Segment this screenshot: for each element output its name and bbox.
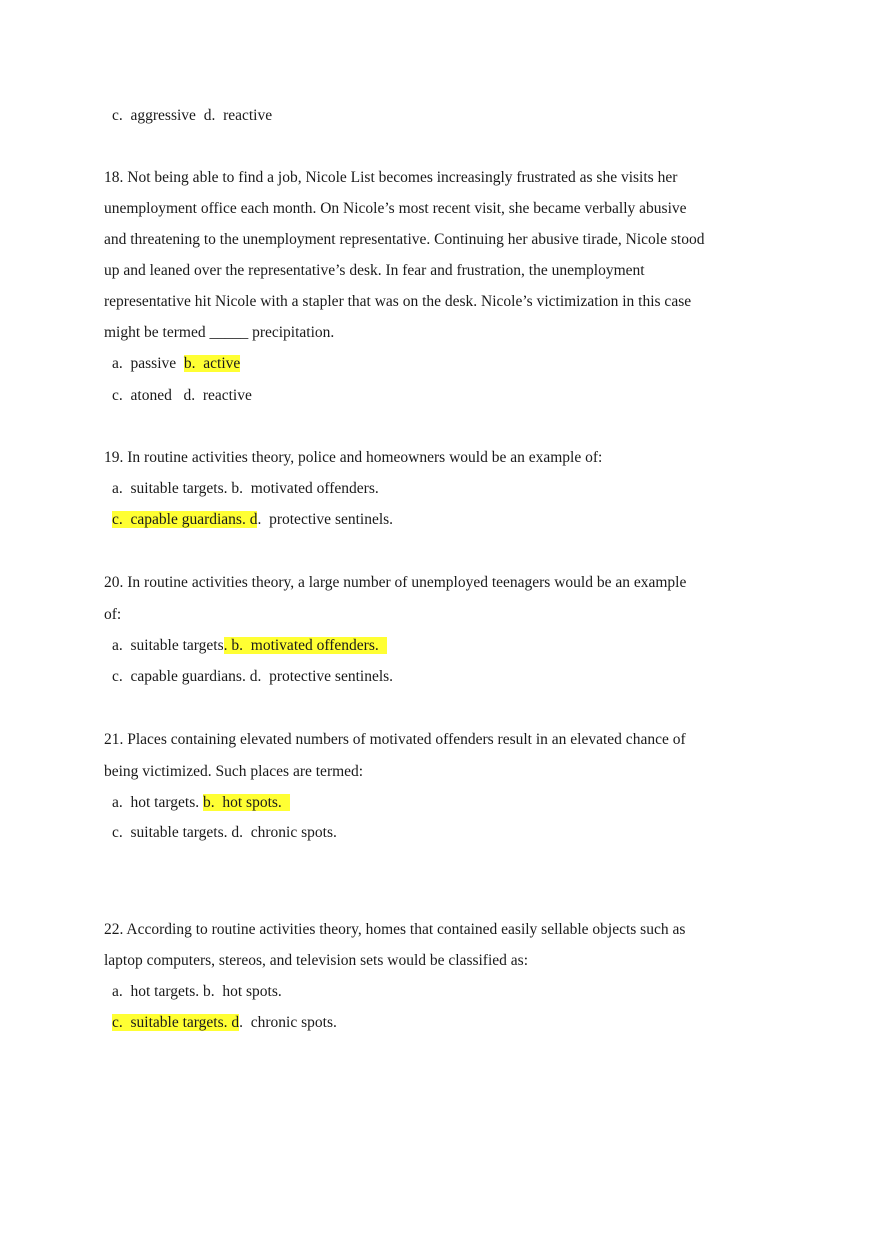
q21-stem-line: being victimized. Such places are termed: [104,763,364,780]
q19-options-cd [112,510,393,530]
q18-options-cd [112,386,252,406]
q22-options-ab: a. hot targets. b. hot spots. [112,983,282,1000]
q19-option-c-answer: c. capable guardians. d [112,511,258,528]
q18-stem-line: and threatening to the unemployment representative. Continuing her abusive tirade, Nicole stood [104,231,705,248]
q18-stem-line: up and leaned over the representative’s desk. In fear and frustration, the unemployment [104,262,645,279]
q18-options-ab [112,354,240,374]
q20-options-ab [112,636,387,656]
q20-stem-line: 20. In routine activities theory, a large number of unemployed teenagers would be an example [104,574,687,591]
q18-option-d: d. reactive [183,387,252,404]
q18-stem-line: might be termed _____ precipitation. [104,324,335,341]
q19-options-ab [112,479,379,499]
q20-stem-line: of: [104,606,122,623]
q19-option-b: b. motivated offenders. [231,480,379,497]
q22-stem-line: 22. According to routine activities theory, homes that contained easily sellable objects such as [104,921,686,938]
q18-stem-line: 18. Not being able to find a job, Nicole List becomes increasingly frustrated as she visits her [104,169,678,186]
q17-option-d: d. reactive [203,107,273,124]
q19-option-a: a. suitable targets. [112,480,228,497]
q22-option-d: . chronic spots. [239,1014,337,1031]
q20-option-a: a. suitable targets [112,637,224,654]
q18-stem-line: representative hit Nicole with a stapler that was on the desk. Nicole’s victimization in this case [104,293,692,310]
q18-option-b-answer: b. active [183,355,241,372]
q17-options-cd [112,106,272,126]
q20-option-b-answer: . b. motivated offenders. [223,637,387,654]
q19-option-d: . protective sentinels. [257,511,394,528]
q21-options-cd: c. suitable targets. d. chronic spots. [112,824,337,841]
q18-option-c: c. atoned [112,387,172,404]
q19-stem-line: 19. In routine activities theory, police and homeowners would be an example of: [104,449,603,466]
q18-stem-line: unemployment office each month. On Nicole’s most recent visit, she became verbally abusive [104,200,687,217]
q21-stem-line: 21. Places containing elevated numbers of motivated offenders result in an elevated chance of [104,731,686,748]
q22-stem-line: laptop computers, stereos, and television sets would be classified as: [104,952,529,969]
q17-option-c: c. aggressive [112,107,196,124]
q21-option-b-answer: b. hot spots. [202,794,290,811]
q21-option-a: a. hot targets. [112,794,200,811]
q22-option-c-answer: c. suitable targets. d [112,1014,240,1031]
q21-options-ab [112,793,290,813]
q20-options-cd: c. capable guardians. d. protective sentinels. [112,668,394,685]
q22-options-cd [112,1013,337,1033]
q18-option-a: a. passive [112,355,177,372]
